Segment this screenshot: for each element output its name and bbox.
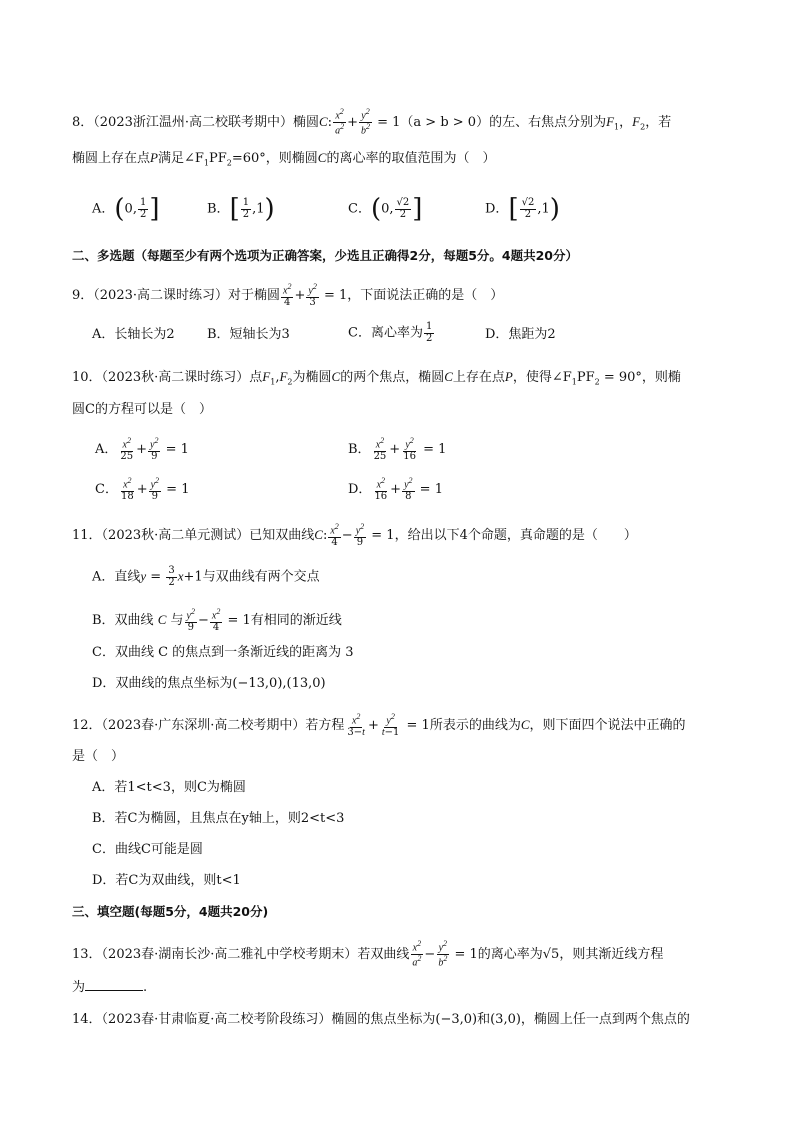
q8-option-b[interactable]: B．[ $\frac{1}{2}$ ,1) <box>207 194 275 224</box>
q8-line2: 椭圆上存在点P满足$\angle F_1PF_2=60^\circ$，则椭圆C的离心率的取值范围为（ ） <box>72 150 496 168</box>
q11-stem-a: 11．（2023秋·高二单元测试）已知双曲线 <box>72 528 315 544</box>
q11-option-d[interactable]: D．双曲线的焦点坐标为(−13,0),(13,0) <box>92 676 326 691</box>
q8-angle-pf: PF <box>208 151 227 166</box>
q10-line2: 圆C的方程可以是（ ） <box>72 402 212 417</box>
q13-stem: 13．（2023春·湖南长沙·高二雅礼中学校考期末）若双曲线 $\frac{x^2}{a^2}$ − $\frac{y^2}{b^2}$ = 1的离心率为√5，则其渐近线方程 <box>72 939 664 969</box>
q10-line1: 10．（2023秋·高二课时练习）点$F_1,F_2$为椭圆C的两个焦点，椭圆C上存在点P，使得$\angle F_1PF_2 = 90^\circ$，则椭 <box>72 369 681 387</box>
q11-option-b-a: B．双曲线 <box>92 613 154 629</box>
q8-line1: 8．（2023浙江温州·高二校联考期中）椭圆C: $\frac{x^2}{a^2}$ + $\frac{y^2}{b^2}$ = 1（a > b > 0）的左、右焦点分别为$F_1$，$F_2$，若 <box>72 107 672 137</box>
q13-stem-b: 的离心率为 <box>477 946 543 962</box>
q9-stem: 9．（2023·高二课时练习）对于椭圆 $\frac{x^2}{4}$ + $\frac{y^2}{3}$ = 1，下面说法正确的是（ ） <box>72 282 504 308</box>
q9-option-a[interactable]: A．长轴长为2 <box>92 327 175 342</box>
q11-option-a-a: A．直线 <box>92 569 141 585</box>
section-3-heading: 三、填空题(每题5分，4题共20分) <box>72 904 269 919</box>
q8-option-b-label: B． <box>207 201 230 217</box>
q8-option-d[interactable]: D．[ $\frac{√2}{2}$ ,1) <box>485 194 560 224</box>
q10-option-c-label: C． <box>95 482 118 498</box>
q10-stem-c: 的两个焦点，椭圆 <box>340 370 445 385</box>
q8-stem-cond: （a > b > 0）的左、右焦点分别为 <box>400 114 607 130</box>
q13-stem-c: ，则其渐近线方程 <box>559 946 664 962</box>
q8-angle-text: 满足∠F <box>157 151 204 166</box>
q10-option-d-label: D． <box>348 482 372 498</box>
q13-stem-a: 13．（2023春·湖南长沙·高二雅礼中学校考期末）若双曲线 <box>72 946 410 962</box>
q8-stem-start: 8．（2023浙江温州·高二校联考期中）椭圆 <box>72 114 319 130</box>
q8-option-a[interactable]: A．(0, $\frac{1}{2}$ ] <box>92 194 160 224</box>
q12-option-a[interactable]: A．若1<t<3，则C为椭圆 <box>92 780 246 795</box>
q10-option-b[interactable]: B． $\frac{x^2}{25}$ + $\frac{y^2}{16}$ = 1 <box>348 436 447 462</box>
q11-option-b[interactable]: B．双曲线 C 与 $\frac{y^2}{9}$ − $\frac{x^2}{4}$ = 1有相同的渐近线 <box>92 607 342 633</box>
q8-text: 椭圆上存在点 <box>72 151 151 166</box>
q8-f2: F <box>632 113 641 129</box>
q10-stem-b: 为椭圆 <box>292 370 332 385</box>
q8-c: C <box>317 150 327 165</box>
q11-option-b-c: 有相同的渐近线 <box>250 613 342 629</box>
q12-option-c[interactable]: C．曲线C可能是圆 <box>92 842 203 857</box>
q13-line2: 为 . <box>72 980 148 995</box>
q9-stem-b: ，下面说法正确的是（ ） <box>347 288 504 304</box>
q8-f1: F <box>606 113 615 129</box>
q12-stem-b: 所表示的曲线为 <box>429 718 521 734</box>
q11-option-b-b: 与 <box>170 613 184 629</box>
q11-stem-b: ，给出以下4个命题，真命题的是（ ） <box>394 528 637 544</box>
q8-frac-x2a2: $\frac{x^2}{a^2}$ <box>335 107 345 137</box>
q10-option-a[interactable]: A． $\frac{x^2}{25}$ + $\frac{y^2}{9}$ = 1 <box>95 436 189 462</box>
q8-point-p: P <box>150 150 158 165</box>
q11-option-a-b: 与双曲线有两个交点 <box>202 569 320 585</box>
q13-sqrt5: √5 <box>542 946 560 962</box>
q8-option-a-label: A． <box>92 201 115 217</box>
q10-option-b-label: B． <box>348 442 371 458</box>
q8-option-c-label: C． <box>348 201 371 217</box>
q13-answer-blank[interactable] <box>85 978 143 991</box>
q8-math-c: C <box>319 113 328 129</box>
q12-option-b[interactable]: B．若C为椭圆，且焦点在y轴上，则2<t<3 <box>92 811 345 826</box>
q12-stem-a: 12．（2023春·广东深圳·高二校考期中）若方程 <box>72 718 345 734</box>
q8-option-c[interactable]: C．(0, $\frac{√2}{2}$ ] <box>348 194 423 224</box>
q10-stem-d: 上存在点 <box>452 370 505 385</box>
q11-stem: 11．（2023秋·高二单元测试）已知双曲线C: $\frac{x^2}{4}$ − $\frac{y^2}{9}$ = 1，给出以下4个命题，真命题的是（ ） <box>72 522 637 548</box>
q10-stem-g: = 90°，则椭 <box>599 370 681 385</box>
q10-stem-e: ，使得∠F <box>512 370 572 385</box>
q8-option-d-label: D． <box>485 201 509 217</box>
q10-stem-f: PF <box>576 370 595 385</box>
q8-frac-y2b2: $\frac{y^2}{b^2}$ <box>360 107 370 137</box>
q12-stem-c: ，则下面四个说法中正确的 <box>529 718 686 734</box>
q11-option-a[interactable]: A．直线y = $\frac{3}{2}$ x+1与双曲线有两个交点 <box>92 565 320 588</box>
q12-line2: 是（ ） <box>72 749 125 764</box>
q13-wei: 为 <box>72 980 86 995</box>
q9-option-b[interactable]: B．短轴长为3 <box>207 327 290 342</box>
q9-option-c-label: C．离心率为 <box>348 325 423 341</box>
q10-option-d[interactable]: D． $\frac{x^2}{16}$ + $\frac{y^2}{8}$ = 1 <box>348 476 443 502</box>
q9-option-c[interactable]: C．离心率为 $\frac{1}{2}$ <box>348 321 433 344</box>
q8-angle-val: =60°，则椭圆 <box>231 151 318 166</box>
q12-option-d[interactable]: D．若C为双曲线，则t<1 <box>92 873 241 888</box>
q8-stem-ruo: ，若 <box>645 114 672 130</box>
q10-option-c[interactable]: C． $\frac{x^2}{18}$ + $\frac{y^2}{9}$ = 1 <box>95 476 190 502</box>
q14-stem: 14．（2023春·甘肃临夏·高二校考阶段练习）椭圆的焦点坐标为(−3,0)和(3,0)，椭圆上任一点到两个焦点的 <box>72 1012 690 1027</box>
q10-option-a-label: A． <box>95 442 118 458</box>
q12-stem: 12．（2023春·广东深圳·高二校考期中）若方程 $\frac{x^2}{3-t}$ + $\frac{y^2}{t-1}$ = 1所表示的曲线为C，则下面四个说法中正确的 <box>72 712 686 738</box>
section-2-heading: 二、多选题（每题至少有两个选项为正确答案，少选且正确得2分，每题5分。4题共20分） <box>72 248 578 263</box>
q9-option-d[interactable]: D．焦距为2 <box>485 327 556 342</box>
q8-question: 的离心率的取值范围为（ ） <box>326 151 496 166</box>
q9-stem-a: 9．（2023·高二课时练习）对于椭圆 <box>72 288 280 304</box>
q10-stem-a: 10．（2023秋·高二课时练习）点 <box>72 370 263 385</box>
q11-option-c[interactable]: C．双曲线 C 的焦点到一条渐近线的距离为 3 <box>92 645 354 660</box>
